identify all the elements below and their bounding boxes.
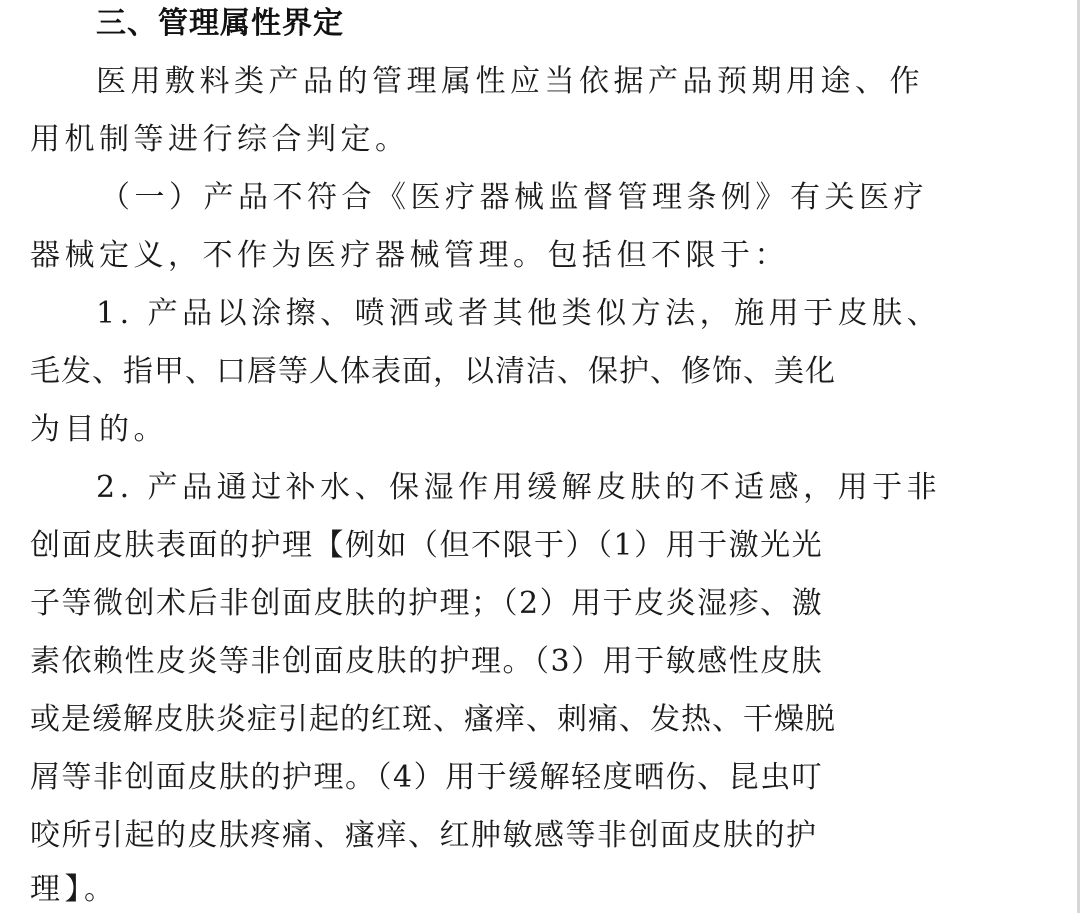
paragraph-line: 咬所引起的皮肤疼痛、瘙痒、红肿敏感等非创面皮肤的护: [30, 818, 818, 853]
paragraph-line: 理】。: [30, 872, 119, 907]
paragraph-line: 子等微创术后非创面皮肤的护理；（2）用于皮炎湿疹、激: [30, 586, 824, 621]
paragraph-line: 素依赖性皮炎等非创面皮肤的护理。（3）用于敏感性皮肤: [30, 644, 824, 679]
paragraph-line: 用机制等进行综合判定。: [30, 122, 410, 157]
paragraph-line: 屑等非创面皮肤的护理。（4）用于缓解轻度晒伤、昆虫叮: [30, 760, 824, 795]
paragraph-line: 创面皮肤表面的护理【例如（但不限于）（1）用于激光光: [30, 528, 824, 563]
paragraph-line: 为目的。: [30, 412, 168, 447]
paragraph-line: 医用敷料类产品的管理属性应当依据产品预期用途、作: [96, 64, 924, 99]
paragraph-line: 器械定义，不作为医疗器械管理。包括但不限于：: [30, 238, 789, 273]
paragraph-line: 2. 产品通过补水、保湿作用缓解皮肤的不适感，用于非: [96, 470, 942, 505]
paragraph-line: 或是缓解皮肤炎症引起的红斑、瘙痒、刺痛、发热、干燥脱: [30, 702, 836, 737]
section-heading: 三、管理属性界定: [96, 6, 344, 41]
paragraph-line: （一）产品不符合《医疗器械监督管理条例》有关医疗: [100, 180, 928, 215]
paragraph-line: 毛发、指甲、口唇等人体表面，以清洁、保护、修饰、美化: [30, 354, 836, 389]
paragraph-line: 1. 产品以涂擦、喷洒或者其他类似方法，施用于皮肤、: [96, 296, 942, 331]
